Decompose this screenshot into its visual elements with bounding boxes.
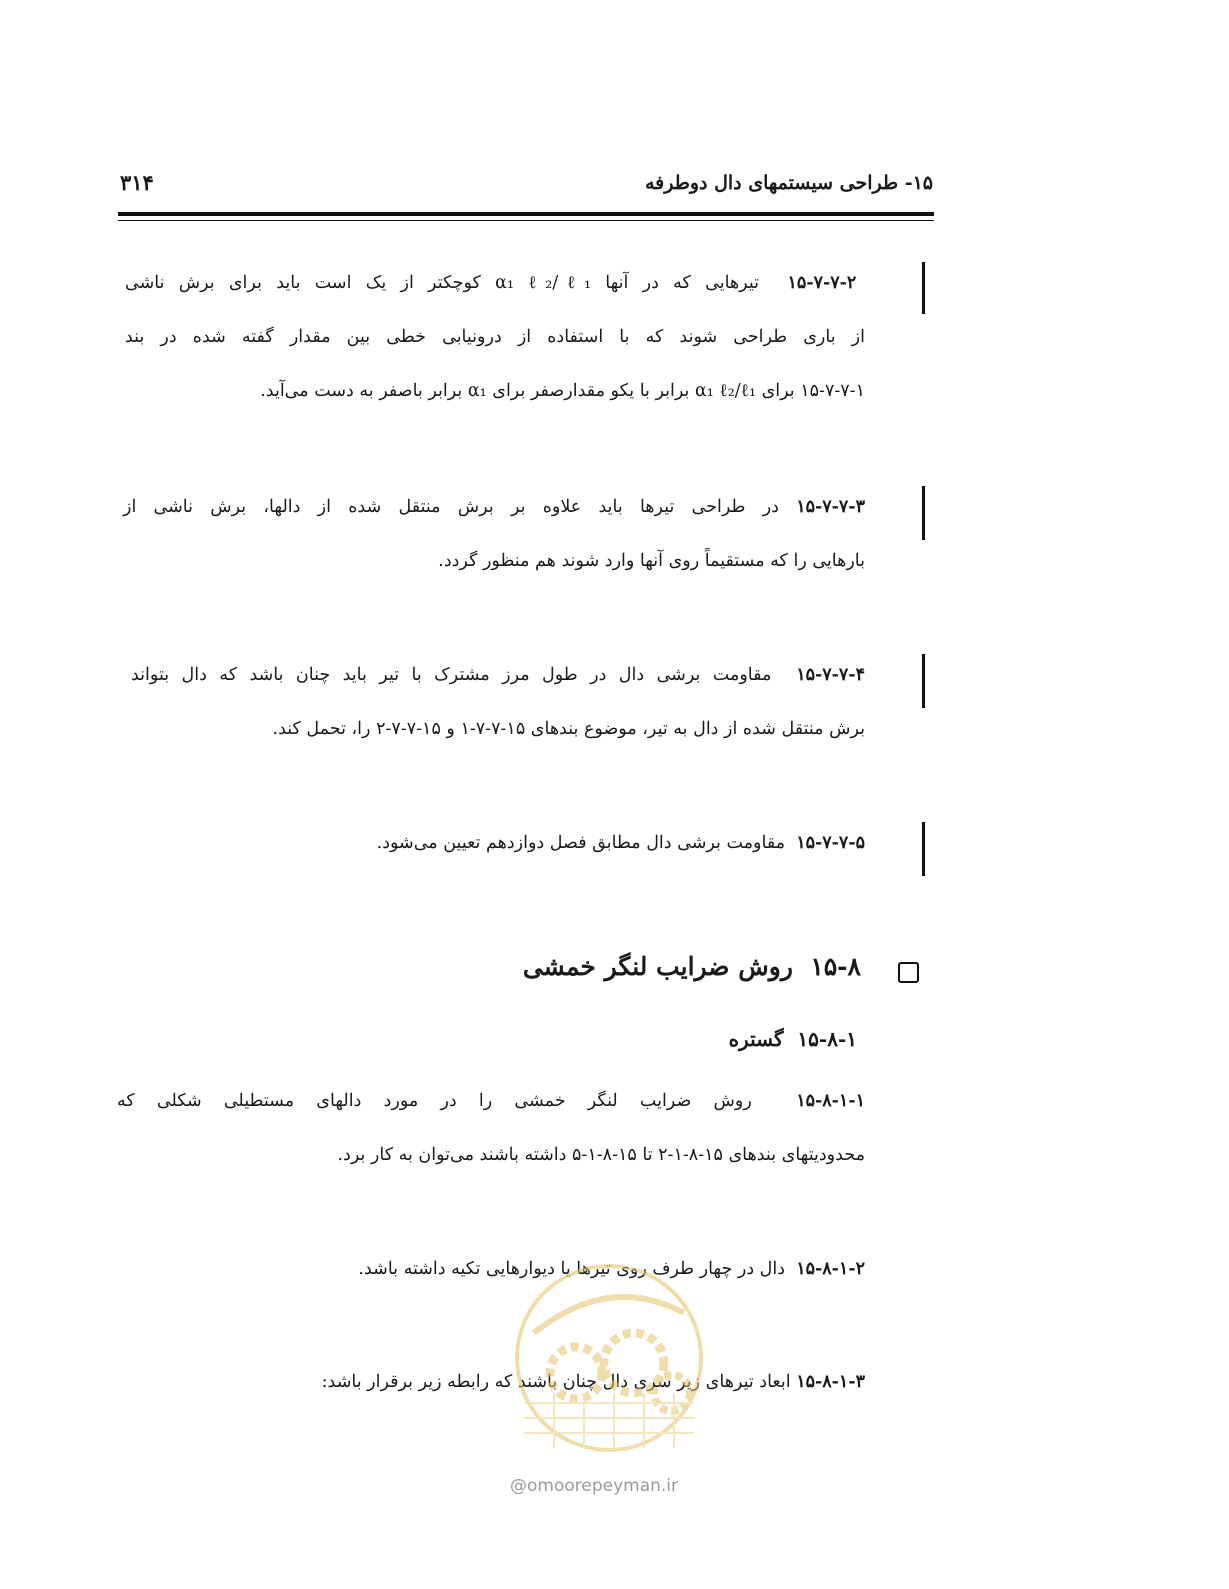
clause-number: ۱۵-۷-۷-۵: [796, 833, 865, 853]
paragraph-line: [117, 1074, 865, 1128]
paragraph-line: [123, 480, 865, 534]
paragraph-line: [125, 816, 865, 870]
paragraph-line: [125, 256, 865, 310]
clause-number: ۱۵-۷-۷-۳: [796, 497, 865, 517]
paragraph-15-7-7-2: [125, 256, 865, 418]
clause-number: ۱۵-۸-۱-۲: [796, 1259, 865, 1279]
section-title: روش ضرایب لنگر خمشی: [522, 952, 793, 981]
clause-number: ۱۵-۸-۱-۱: [796, 1091, 865, 1111]
header-rule-thick: [118, 212, 934, 216]
change-bar: [922, 486, 925, 540]
paragraph-line: [131, 648, 865, 702]
subsection-heading: [729, 1027, 857, 1051]
subsection-title: گستره: [728, 1027, 784, 1051]
change-bar: [922, 262, 925, 314]
paragraph-15-7-7-5: [125, 816, 865, 870]
paragraph-15-7-7-4: [131, 648, 865, 756]
paragraph-text: مقاومت برشی دال در طول مرز مشترک با تیر باید چنان باشد که دال بتواند: [131, 665, 772, 685]
section-box-icon: [898, 962, 919, 983]
paragraph-line: محدودیتهای بندهای ۱۵-۸-۱-۲ تا ۱۵-۸-۱-۵ داشته باشند می‌توان به کار برد.: [337, 1145, 865, 1165]
page-number: ۳۱۴: [120, 170, 154, 195]
change-bar: [922, 822, 925, 876]
paragraph-line: بارهایی را که مستقیماً روی آنها وارد شوند هم منظور گردد.: [438, 551, 865, 571]
section-heading: [523, 952, 861, 981]
paragraph-15-7-7-3: [123, 480, 865, 588]
watermark-url: @omoorepeyman.ir: [510, 1476, 679, 1496]
change-bar: [922, 654, 925, 708]
paragraph-text: تیرهایی که در آنها α₁ ℓ₂/ℓ₁ کوچکتر از یک است باید برای برش ناشی: [125, 273, 759, 293]
section-number: ۱۵-۸: [810, 952, 861, 981]
header-rule-thin: [118, 220, 934, 221]
paragraph-text: ابعاد تیرهای زیر سری دال چنان باشند که رابطه زیر برقرار باشد:: [321, 1372, 791, 1392]
paragraph-text: در طراحی تیرها باید علاوه بر برش منتقل شده از دالها، برش ناشی از: [123, 497, 779, 517]
paragraph-line: برش منتقل شده از دال به تیر، موضوع بندهای ۱۵-۷-۷-۱ و ۱۵-۷-۷-۲ را، تحمل کند.: [272, 719, 865, 739]
paragraph-line: از باری طراحی شوند که با استفاده از درونیابی خطی بین مقدار گفته شده در بند: [125, 327, 865, 347]
clause-number: ۱۵-۷-۷-۴: [796, 665, 865, 685]
paragraph-text: دال در چهار طرف روی تیرها یا دیوارهایی تکیه داشته باشد.: [358, 1259, 786, 1279]
subsection-number: ۱۵-۸-۱: [797, 1027, 857, 1051]
watermark-logo-icon: [494, 1253, 724, 1463]
chapter-title: ۱۵- طراحی سیستمهای دال دوطرفه: [644, 172, 933, 194]
paragraph-line: ۱۵-۷-۷-۱ برای α₁ ℓ₂/ℓ₁ برابر با یکو مقدارصفر برای α₁ برابر باصفر به دست می‌آید.: [260, 381, 865, 401]
paragraph-15-8-1-1: [117, 1074, 865, 1182]
clause-number: ۱۵-۷-۷-۲: [787, 273, 857, 293]
clause-number: ۱۵-۸-۱-۳: [796, 1372, 865, 1392]
paragraph-text: مقاومت برشی دال مطابق فصل دوازدهم تعیین می‌شود.: [376, 833, 786, 853]
paragraph-text: روش ضرایب لنگر خمشی را در مورد دالهای مستطیلی شکلی که: [117, 1091, 752, 1111]
